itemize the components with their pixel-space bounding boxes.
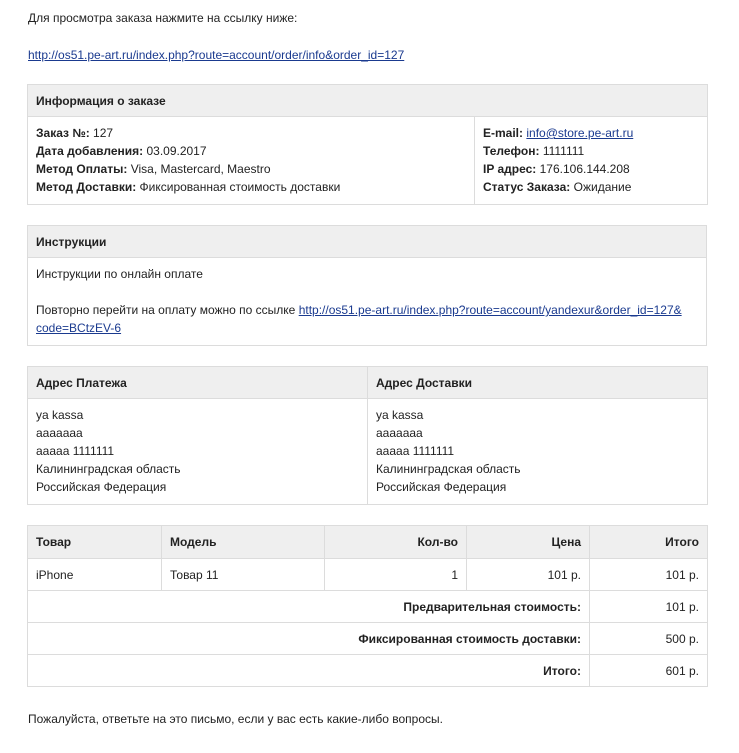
ip-label: IP адрес: [483,162,537,176]
instructions-line: Инструкции по онлайн оплате [36,267,203,281]
order-info-header: Информация о заказе [28,85,708,117]
shipping-method-value: Фиксированная стоимость доставки [139,180,341,194]
shipping-address-line: aaaaa 1111111 [376,444,455,458]
payment-address [28,399,368,505]
order-info-table [27,84,708,205]
order-status-label: Статус Заказа: [483,180,571,194]
ip-value: 176.106.144.208 [539,162,630,176]
order-id-label: Заказ №: [36,126,90,140]
payment-address-line: aaaaaaa [36,426,83,440]
shipping-cost-row [28,623,708,655]
col-price: Цена [467,526,590,559]
shipping-method-label: Метод Доставки: [36,180,137,194]
email-link[interactable]: info@store.pe-art.ru [526,126,634,140]
grand-total-label: Итого: [28,655,590,687]
order-info-right [475,117,708,205]
product-model: Товар 11 [162,559,325,591]
phone-value: 1111111 [542,144,585,158]
grand-total-row [28,655,708,687]
instructions-body [28,258,707,346]
instructions-table [27,225,707,346]
product-total: 101 р. [590,559,708,591]
phone-label: Телефон: [483,144,540,158]
payment-address-line: aaaaa 1111111 [36,444,115,458]
date-added-label: Дата добавления: [36,144,144,158]
order-id-value: 127 [93,126,114,140]
payment-address-header: Адрес Платежа [28,367,368,399]
col-model: Модель [162,526,325,559]
repay-text: Повторно перейти на оплату можно по ссылке [36,303,296,317]
payment-method-label: Метод Оплаты: [36,162,128,176]
payment-address-line: Российская Федерация [36,480,167,494]
shipping-address-header: Адрес Доставки [368,367,708,399]
shipping-address-line: aaaaaaa [376,426,423,440]
shipping-cost-value: 500 р. [590,623,708,655]
order-link[interactable] [28,48,404,63]
repay-link-continued[interactable]: code=BCtzEV-6 [36,321,122,335]
payment-address-line: ya kassa [36,408,84,422]
email-label: E-mail: [483,126,524,140]
shipping-address-line: Калининградская область [376,462,521,476]
subtotal-value: 101 р. [590,591,708,623]
products-table [27,525,708,687]
instructions-header: Инструкции [28,226,707,258]
intro-text: Для просмотра заказа нажмите на ссылку ниже: [28,11,298,25]
date-added-value: 03.09.2017 [146,144,207,158]
shipping-cost-label: Фиксированная стоимость доставки: [28,623,590,655]
col-total: Итого [590,526,708,559]
shipping-address [368,399,708,505]
product-name: iPhone [28,559,162,591]
addresses-table [27,366,708,505]
subtotal-row [28,591,708,623]
footer-text: Пожалуйста, ответьте на это письмо, если у вас есть какие-либо вопросы. [28,712,443,726]
grand-total-value: 601 р. [590,655,708,687]
col-product: Товар [28,526,162,559]
order-link-anchor[interactable]: http://os51.pe-art.ru/index.php?route=account/order/info&order_id=127 [28,48,405,62]
order-info-left [28,117,475,205]
shipping-address-line: Российская Федерация [376,480,507,494]
payment-method-value: Visa, Mastercard, Maestro [130,162,271,176]
product-qty: 1 [325,559,467,591]
order-status-value: Ожидание [573,180,632,194]
repay-link[interactable]: http://os51.pe-art.ru/index.php?route=account/yandexur&order_id=127& [298,303,682,317]
instructions-repay [36,301,698,319]
col-qty: Кол-во [325,526,467,559]
subtotal-label: Предварительная стоимость: [28,591,590,623]
table-row [28,559,708,591]
payment-address-line: Калининградская область [36,462,181,476]
shipping-address-line: ya kassa [376,408,424,422]
product-price: 101 р. [467,559,590,591]
